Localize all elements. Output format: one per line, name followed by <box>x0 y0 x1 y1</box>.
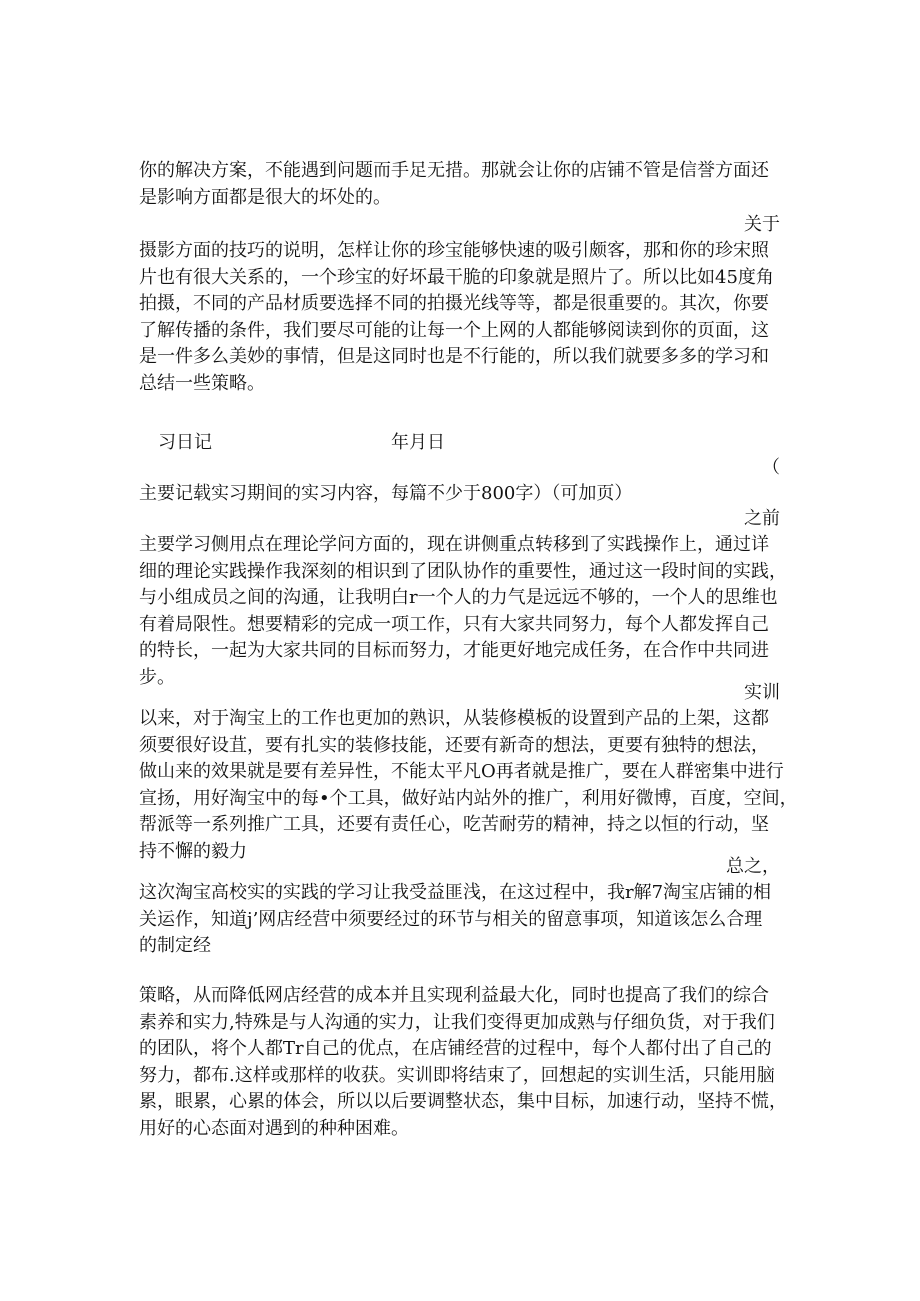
text-line: 步。 <box>139 666 175 688</box>
text-line: 的制定经 <box>139 935 211 956</box>
paragraph-4-lead: 实训 <box>744 682 780 703</box>
paragraph-5 <box>139 880 799 960</box>
text-line: 策略，从而降低网店经营的成本并且实现利益最大化，同时也提高了我们的综合 <box>139 985 769 1006</box>
text-line: 须要很好设苴，要有扎实的装修技能，还要有新奇的想法，更要有独特的想法， <box>139 734 769 756</box>
paren-open: （ <box>762 457 780 478</box>
text-line: 了解传播的条件，我们要尽可能的让每一个上网的人都能够阅读到你的页面，这 <box>139 319 769 341</box>
text-line: 片也有很大关系的，一个珍宝的好坏最干脆的印象就是照片了。所以比如45度角 <box>139 266 774 288</box>
paragraph-2 <box>139 238 799 397</box>
text-line: 做山来的效果就是要有差异性，不能太平凡O再者就是推广，要在人群密集中进行 <box>139 761 784 782</box>
text-line: 关运作，知道j’网店经营中须要经过的环节与相关的留意事项，知道该怎么合理 <box>139 908 763 930</box>
text-line: 与小组成员之间的沟通，让我明白r一个人的力气是远远不够的，一个人的思维也 <box>139 587 778 608</box>
text-line: 用好的心态面对遇到的种种困难。 <box>139 1117 409 1139</box>
text-line: 你的解决方案，不能遇到问题而手足无措。那就会让你的店铺不管是信誉方面还 <box>139 160 769 181</box>
journal-heading: 习日记 <box>158 432 212 453</box>
instruction-text: 主要记载实习期间的实习内容，每篇不少于800字）（可加页） <box>139 483 633 504</box>
text-line: 的特长，一起为大家共同的目标而努力，才能更好地完成任务，在合作中共同进 <box>139 640 769 661</box>
text-line: 的团队，将个人都Tr自己的优点，在店铺经营的过程中，每个人都付出了自己的 <box>139 1038 772 1059</box>
text-line: 摄影方面的技巧的说明，怎样让你的珍宝能够快速的吸引颇客，那和你的珍宋照 <box>139 240 769 261</box>
paragraph-4 <box>139 706 799 865</box>
text-line: 努力，都布.这样或那样的收获。实训即将结束了，回想起的实训生活，只能用脑 <box>139 1064 775 1086</box>
text-line: 以来，对于淘宝上的工作也更加的熟识，从装修模板的设置到产品的上架，这都 <box>139 708 769 729</box>
text-line: 细的理论实践操作我深刻的相识到了团队协作的重要性，通过这一段时间的实践， <box>139 560 787 582</box>
paragraph-6 <box>139 983 799 1142</box>
text-line: 主要学习侧用点在理论学问方面的，现在讲侧重点转移到了实践操作上，通过详 <box>139 534 769 555</box>
text-line: 帮派等一系列推广工具，还要有责任心，吃苦耐劳的精神，持之以恒的行动，坚 <box>139 814 769 835</box>
date-field-label: 年月日 <box>391 432 445 453</box>
text-line: 是影响方面都是很大的坏处的。 <box>139 186 391 208</box>
paragraph-5-lead: 总之， <box>726 856 780 877</box>
text-line: 持不懈的毅力 <box>139 840 247 862</box>
text-line: 拍摄，不同的产品材质要选择不同的拍摄光线等等，都是很重要的。其次，你要 <box>139 293 769 314</box>
paragraph-2-lead: 关于 <box>744 214 780 235</box>
paragraph-3-lead: 之前 <box>744 508 780 529</box>
text-line: 是一件多么美妙的事情，但是这同时也是不行能的，所以我们就要多多的学习和 <box>139 346 769 367</box>
paragraph-1 <box>139 158 799 211</box>
text-line: 这次淘宝高校实的实践的学习让我受益匪浅，在这过程中，我r解7淘宝店铺的相 <box>139 882 772 903</box>
text-line: 累，眼累，心累的体会，所以以后要调整状态，集中目标，加速行动，坚持不慌， <box>139 1091 787 1112</box>
text-line: 宣扬，用好淘宝中的每•个工具，做好站内站外的推广，利用好微博，百度，空间， <box>139 787 798 809</box>
text-line: 总结一些策略。 <box>139 372 265 394</box>
paragraph-3 <box>139 532 799 691</box>
text-line: 有着局限性。想要精彩的完成一项工作，只有大家共同努力，每个人都发挥自己 <box>139 613 769 635</box>
text-line: 素养和实力,特殊是与人沟通的实力，让我们变得更加成熟与仔细负货，对于我们 <box>139 1011 775 1033</box>
